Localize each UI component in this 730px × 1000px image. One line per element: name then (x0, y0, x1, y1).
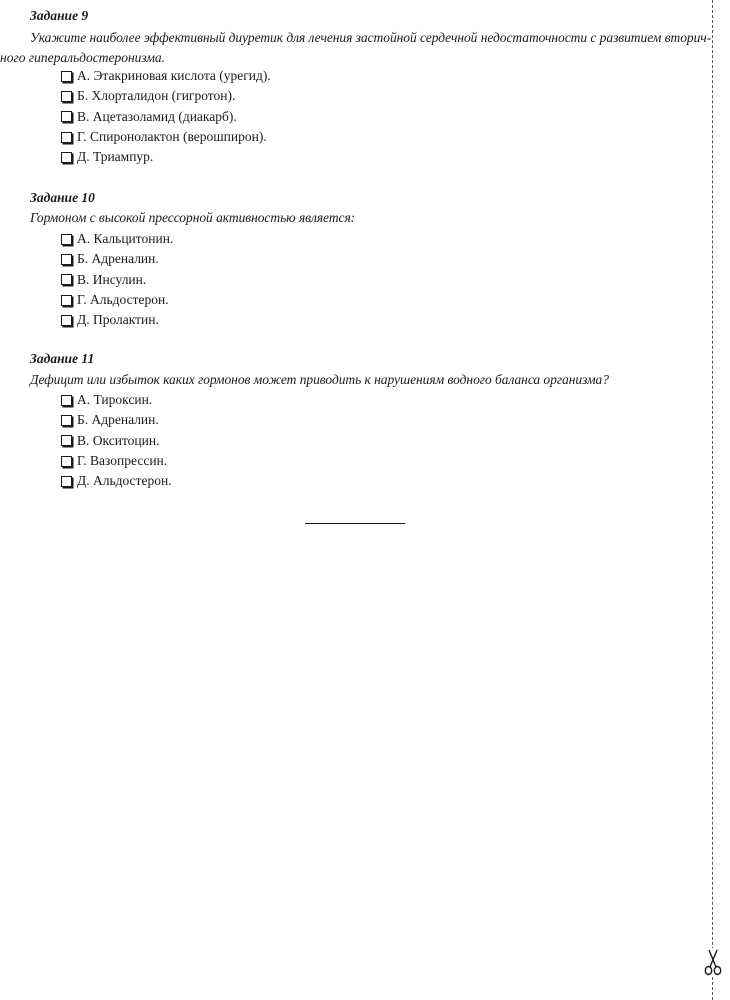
option-label: Б. Хлорталидон (гигротон). (77, 88, 236, 104)
scissors-icon (703, 948, 723, 976)
option-label: Б. Адреналин. (77, 412, 159, 428)
answer-option[interactable] (60, 66, 271, 86)
cut-line (712, 0, 713, 1000)
option-label: В. Ацетазоламид (диакарб). (77, 108, 237, 124)
question-line: ного гиперальдостеронизма. (0, 50, 166, 65)
checkbox-icon[interactable] (61, 456, 72, 467)
option-label: Г. Спиронолактон (верошпирон). (77, 128, 267, 144)
option-label: Г. Вазопрессин. (77, 452, 168, 468)
option-label: В. Инсулин. (77, 271, 147, 287)
answer-options (60, 66, 271, 167)
option-label: Г. Альдостерон. (77, 291, 169, 307)
answer-options (60, 390, 172, 491)
answer-option[interactable] (60, 390, 172, 410)
option-label: А. Кальцитонин. (77, 231, 174, 246)
option-label: Д. Пролактин. (77, 312, 159, 328)
task-question (0, 370, 706, 390)
checkbox-icon[interactable] (61, 476, 72, 487)
answer-options (60, 229, 173, 330)
checkbox-icon[interactable] (61, 295, 72, 306)
answer-option[interactable] (60, 471, 172, 491)
checkbox-icon[interactable] (61, 395, 72, 406)
task-title: Задание 10 (30, 190, 95, 205)
checkbox-icon[interactable] (61, 132, 72, 143)
end-divider (305, 523, 405, 524)
checkbox-icon[interactable] (61, 254, 72, 265)
option-label: Б. Адреналин. (77, 251, 159, 267)
answer-option[interactable] (60, 310, 173, 330)
checkbox-icon[interactable] (61, 234, 72, 245)
question-line: Дефицит или избыток каких гормонов может приводить к нарушениям водного баланса организма? (30, 372, 609, 387)
checkbox-icon[interactable] (61, 315, 72, 326)
checkbox-icon[interactable] (61, 111, 72, 122)
task-title: Задание 11 (30, 351, 95, 366)
task-question (0, 208, 706, 228)
task-question (0, 28, 712, 68)
answer-option[interactable] (60, 229, 173, 249)
checkbox-icon[interactable] (61, 152, 72, 163)
option-label: А. Тироксин. (77, 392, 153, 407)
question-line: Укажите наиболее эффективный диуретик для лечения застойной сердечной недостаточности с развитием вторич- (30, 30, 712, 45)
option-label: Д. Триампур. (77, 149, 154, 165)
checkbox-icon[interactable] (61, 415, 72, 426)
answer-option[interactable] (60, 451, 172, 471)
checkbox-icon[interactable] (61, 435, 72, 446)
answer-option[interactable] (60, 290, 173, 310)
answer-option[interactable] (60, 249, 173, 269)
checkbox-icon[interactable] (61, 71, 72, 82)
answer-option[interactable] (60, 86, 271, 106)
option-label: А. Этакриновая кислота (урегид). (77, 68, 271, 83)
answer-option[interactable] (60, 431, 172, 451)
task-title: Задание 9 (30, 8, 89, 23)
option-label: В. Окситоцин. (77, 432, 160, 448)
answer-option[interactable] (60, 107, 271, 127)
answer-option[interactable] (60, 147, 271, 167)
answer-option[interactable] (60, 127, 271, 147)
checkbox-icon[interactable] (61, 274, 72, 285)
answer-option[interactable] (60, 410, 172, 430)
question-line: Гормоном с высокой прессорной активностью является: (30, 210, 356, 225)
answer-option[interactable] (60, 270, 173, 290)
option-label: Д. Альдостерон. (77, 473, 172, 489)
checkbox-icon[interactable] (61, 91, 72, 102)
